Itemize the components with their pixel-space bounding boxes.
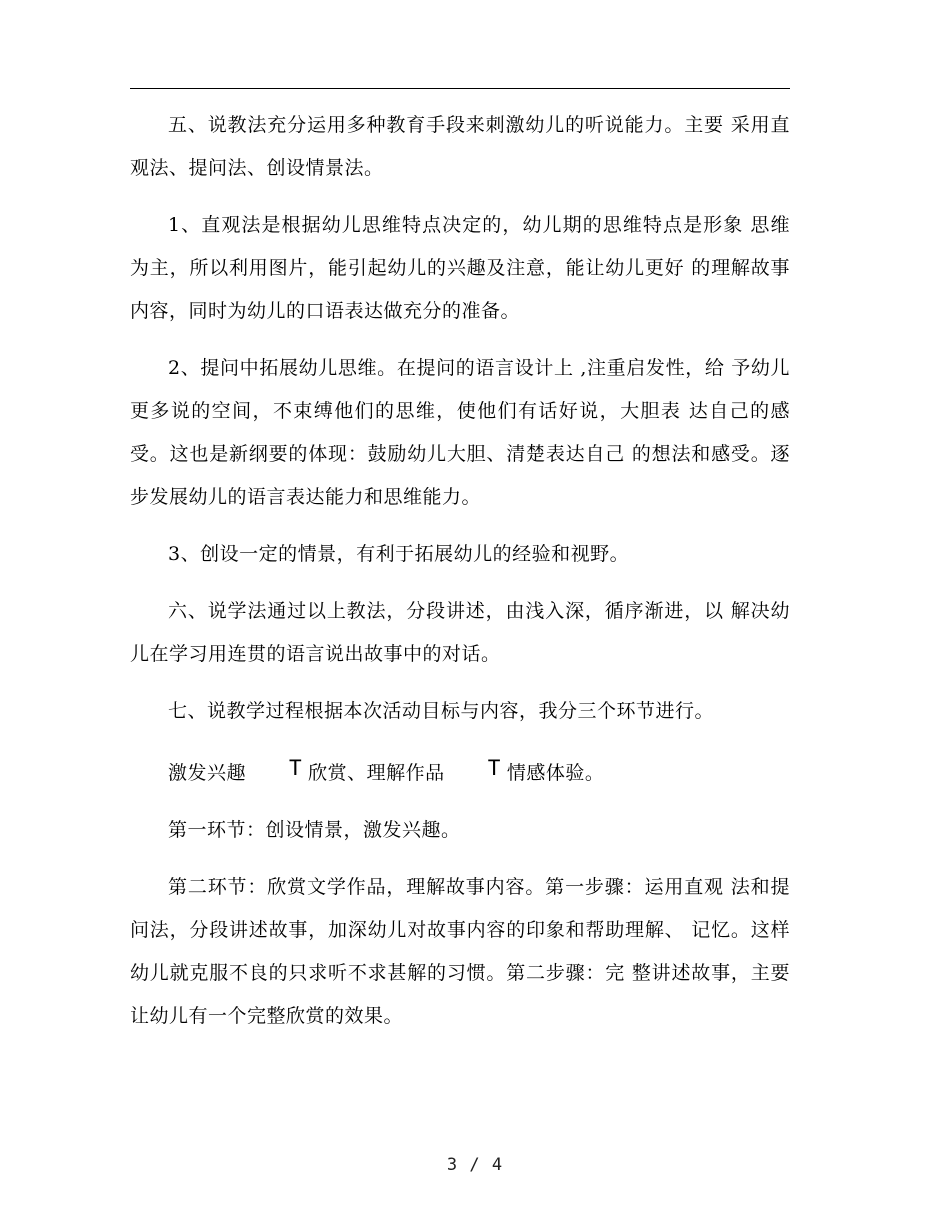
paragraph-learning-methods: 六、说学法通过以上教法，分段讲述，由浅入深，循序渐进，以 解决幼儿在学习用连贯的语言说出故事中的对话。 (130, 600, 790, 665)
page-number: 3 / 4 (446, 1155, 504, 1175)
arrow-icon: T (487, 756, 501, 780)
paragraph-stage-one: 第一环节：创设情景，激发兴趣。 (168, 819, 461, 841)
arrow-icon: T (289, 756, 303, 780)
flow-step-appreciation: 欣赏、理解作品 (308, 762, 445, 784)
paragraph-teaching-methods: 五、说教法充分运用多种教育手段来刺激幼儿的听说能力。主要 采用直观法、提问法、创设情景法。 (130, 114, 790, 179)
paragraph-questioning-method: 2、提问中拓展幼儿思维。在提问的语言设计上 ,注重启发性，给 予幼儿更多说的空间，不束缚他们的思维，使他们有话好说，大胆表 达自己的感受。这也是新纲要的体现：鼓励幼儿大胆、清楚表达自己 的想法和感受。逐步发展幼儿的语言表达能力和思维能力。 (130, 357, 790, 508)
paragraph-scenario-method: 3、创设一定的情景，有利于拓展幼儿的经验和视野。 (168, 543, 630, 565)
header-rule (130, 88, 790, 89)
paragraph-teaching-process: 七、说教学过程根据本次活动目标与内容，我分三个环节进行。 (168, 700, 715, 722)
paragraph-process-flow (130, 747, 790, 795)
document-body (130, 104, 790, 1038)
flow-step-experience: 情感体验。 (506, 762, 605, 784)
paragraph-intuitive-method: 1、直观法是根据幼儿思维特点决定的，幼儿期的思维特点是形象 思维为主，所以利用图片，能引起幼儿的兴趣及注意，能让幼儿更好 的理解故事内容，同时为幼儿的口语表达做充分的准备。 (130, 214, 790, 322)
flow-step-interest: 激发兴趣 (168, 762, 247, 784)
paragraph-stage-two: 第二环节：欣赏文学作品，理解故事内容。第一步骤：运用直观 法和提问法，分段讲述故事，加深幼儿对故事内容的印象和帮助理解、 记忆。这样幼儿就克服不良的只求听不求甚解的习惯。第二步骤：完 整讲述故事，主要让幼儿有一个完整欣赏的效果。 (130, 876, 790, 1027)
